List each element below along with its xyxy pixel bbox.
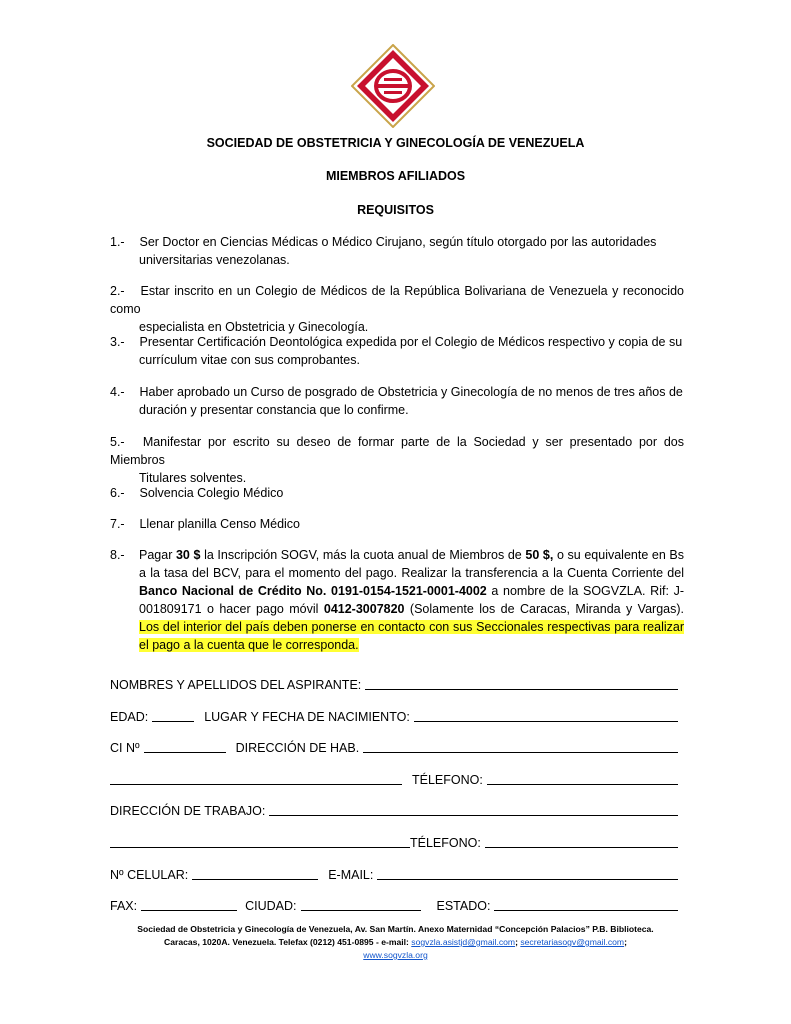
birth-field[interactable] [414, 707, 678, 722]
cell-email-row: Nº CELULAR: E-MAIL: [110, 862, 682, 882]
footer [0, 923, 791, 962]
section-title: MIEMBROS AFILIADOS [325, 169, 466, 183]
cell-field[interactable] [192, 865, 318, 880]
fax-city-state-row: FAX: CIUDAD: ESTADO: [110, 893, 682, 913]
requirement-6: 6.- Solvencia Colegio Médico [110, 486, 284, 500]
requirement-2: 2.- Estar inscrito en un Colegio de Médicos de la República Bolivariana de Venezuela y reconocido como especialista en Obstetricia y Ginecología. [110, 284, 684, 334]
address-phone-row: TÉLEFONO: [110, 767, 682, 787]
sogv-logo [351, 44, 435, 128]
age-field[interactable] [152, 707, 194, 722]
work-address-field[interactable] [269, 801, 678, 816]
requirement-8: 8.- Pagar 30 $ la Inscripción SOGV, más la cuota anual de Miembros de 50 $, o su equivalente en Bs a la tasa del BCV, para el momento del pago. Realizar la transferencia a la Cuenta Corriente del Banco Nacional de Crédito No. 0191-0154-1521-0001-4002 a nombre de la SOGVZLA. Rif: J-001809171 o hacer pago móvil 0412-3007820 (Solamente los de Caracas, Miranda y Vargas). Los del interior del país deben ponerse en contacto con sus Seccionales respectivas para realizar el pago a la cuenta que le corresponda. [110, 548, 684, 652]
footer-address: Sociedad de Obstetricia y Ginecología de Venezuela, Av. San Martín. Anexo Maternidad “Concepción Palacios” P.B. Biblioteca. [137, 924, 654, 934]
home-address-field[interactable] [363, 738, 678, 753]
requirements-title: REQUISITOS [357, 203, 434, 217]
requirement-3: 3.- Presentar Certificación Deontológica expedida por el Colegio de Médicos respectivo y copia de su currículum vitae con sus comprobantes. [110, 335, 683, 367]
requirement-5: 5.- Manifestar por escrito su deseo de formar parte de la Sociedad y ser presentado por dos Miembros Titulares solventes. [110, 435, 684, 485]
email-link-2[interactable]: secretariasogv@gmail.com [520, 937, 625, 947]
work-address-cont-field[interactable] [110, 833, 410, 848]
org-title: SOCIEDAD DE OBSTETRICIA Y GINECOLOGÍA DE VENEZUELA [206, 136, 585, 150]
work-address-row: DIRECCIÓN DE TRABAJO: [110, 798, 682, 818]
age-birth-row: EDAD: LUGAR Y FECHA DE NACIMIENTO: [110, 704, 682, 724]
ci-address-row: CI Nº DIRECCIÓN DE HAB. [110, 735, 682, 755]
highlighted-note: Los del interior del país deben ponerse en contacto con sus Seccionales respectivas para realizar el pago a la cuenta que le corresponda. [139, 620, 684, 652]
ci-field[interactable] [144, 738, 226, 753]
name-field[interactable] [365, 675, 678, 690]
state-field[interactable] [494, 896, 678, 911]
requirement-4: 4.- Haber aprobado un Curso de posgrado de Obstetricia y Ginecología de no menos de tres años de duración y presentar constancia que lo confirme. [110, 385, 683, 417]
work-phone-field[interactable] [485, 833, 678, 848]
email-field[interactable] [377, 865, 678, 880]
home-address-cont-field[interactable] [110, 770, 402, 785]
work-phone-row: TÉLEFONO: [110, 830, 682, 850]
fax-field[interactable] [141, 896, 237, 911]
city-field[interactable] [301, 896, 421, 911]
phone-field[interactable] [487, 770, 678, 785]
name-row: NOMBRES Y APELLIDOS DEL ASPIRANTE: [110, 672, 682, 692]
website-link[interactable]: www.sogvzla.org [363, 950, 428, 960]
email-link-1[interactable]: sogvzla.asistjd@gmail.com [411, 937, 516, 947]
requirement-1: 1.- Ser Doctor en Ciencias Médicas o Médico Cirujano, según título otorgado por las autoridades universitarias venezolanas. [110, 235, 657, 267]
footer-contact: Caracas, 1020A. Venezuela. Telefax (0212) 451-0895 - e-mail: sogvzla.asistjd@gmail.com; secretariasogv@gmail.com; [164, 937, 627, 947]
requirement-7: 7.- Llenar planilla Censo Médico [110, 517, 300, 531]
